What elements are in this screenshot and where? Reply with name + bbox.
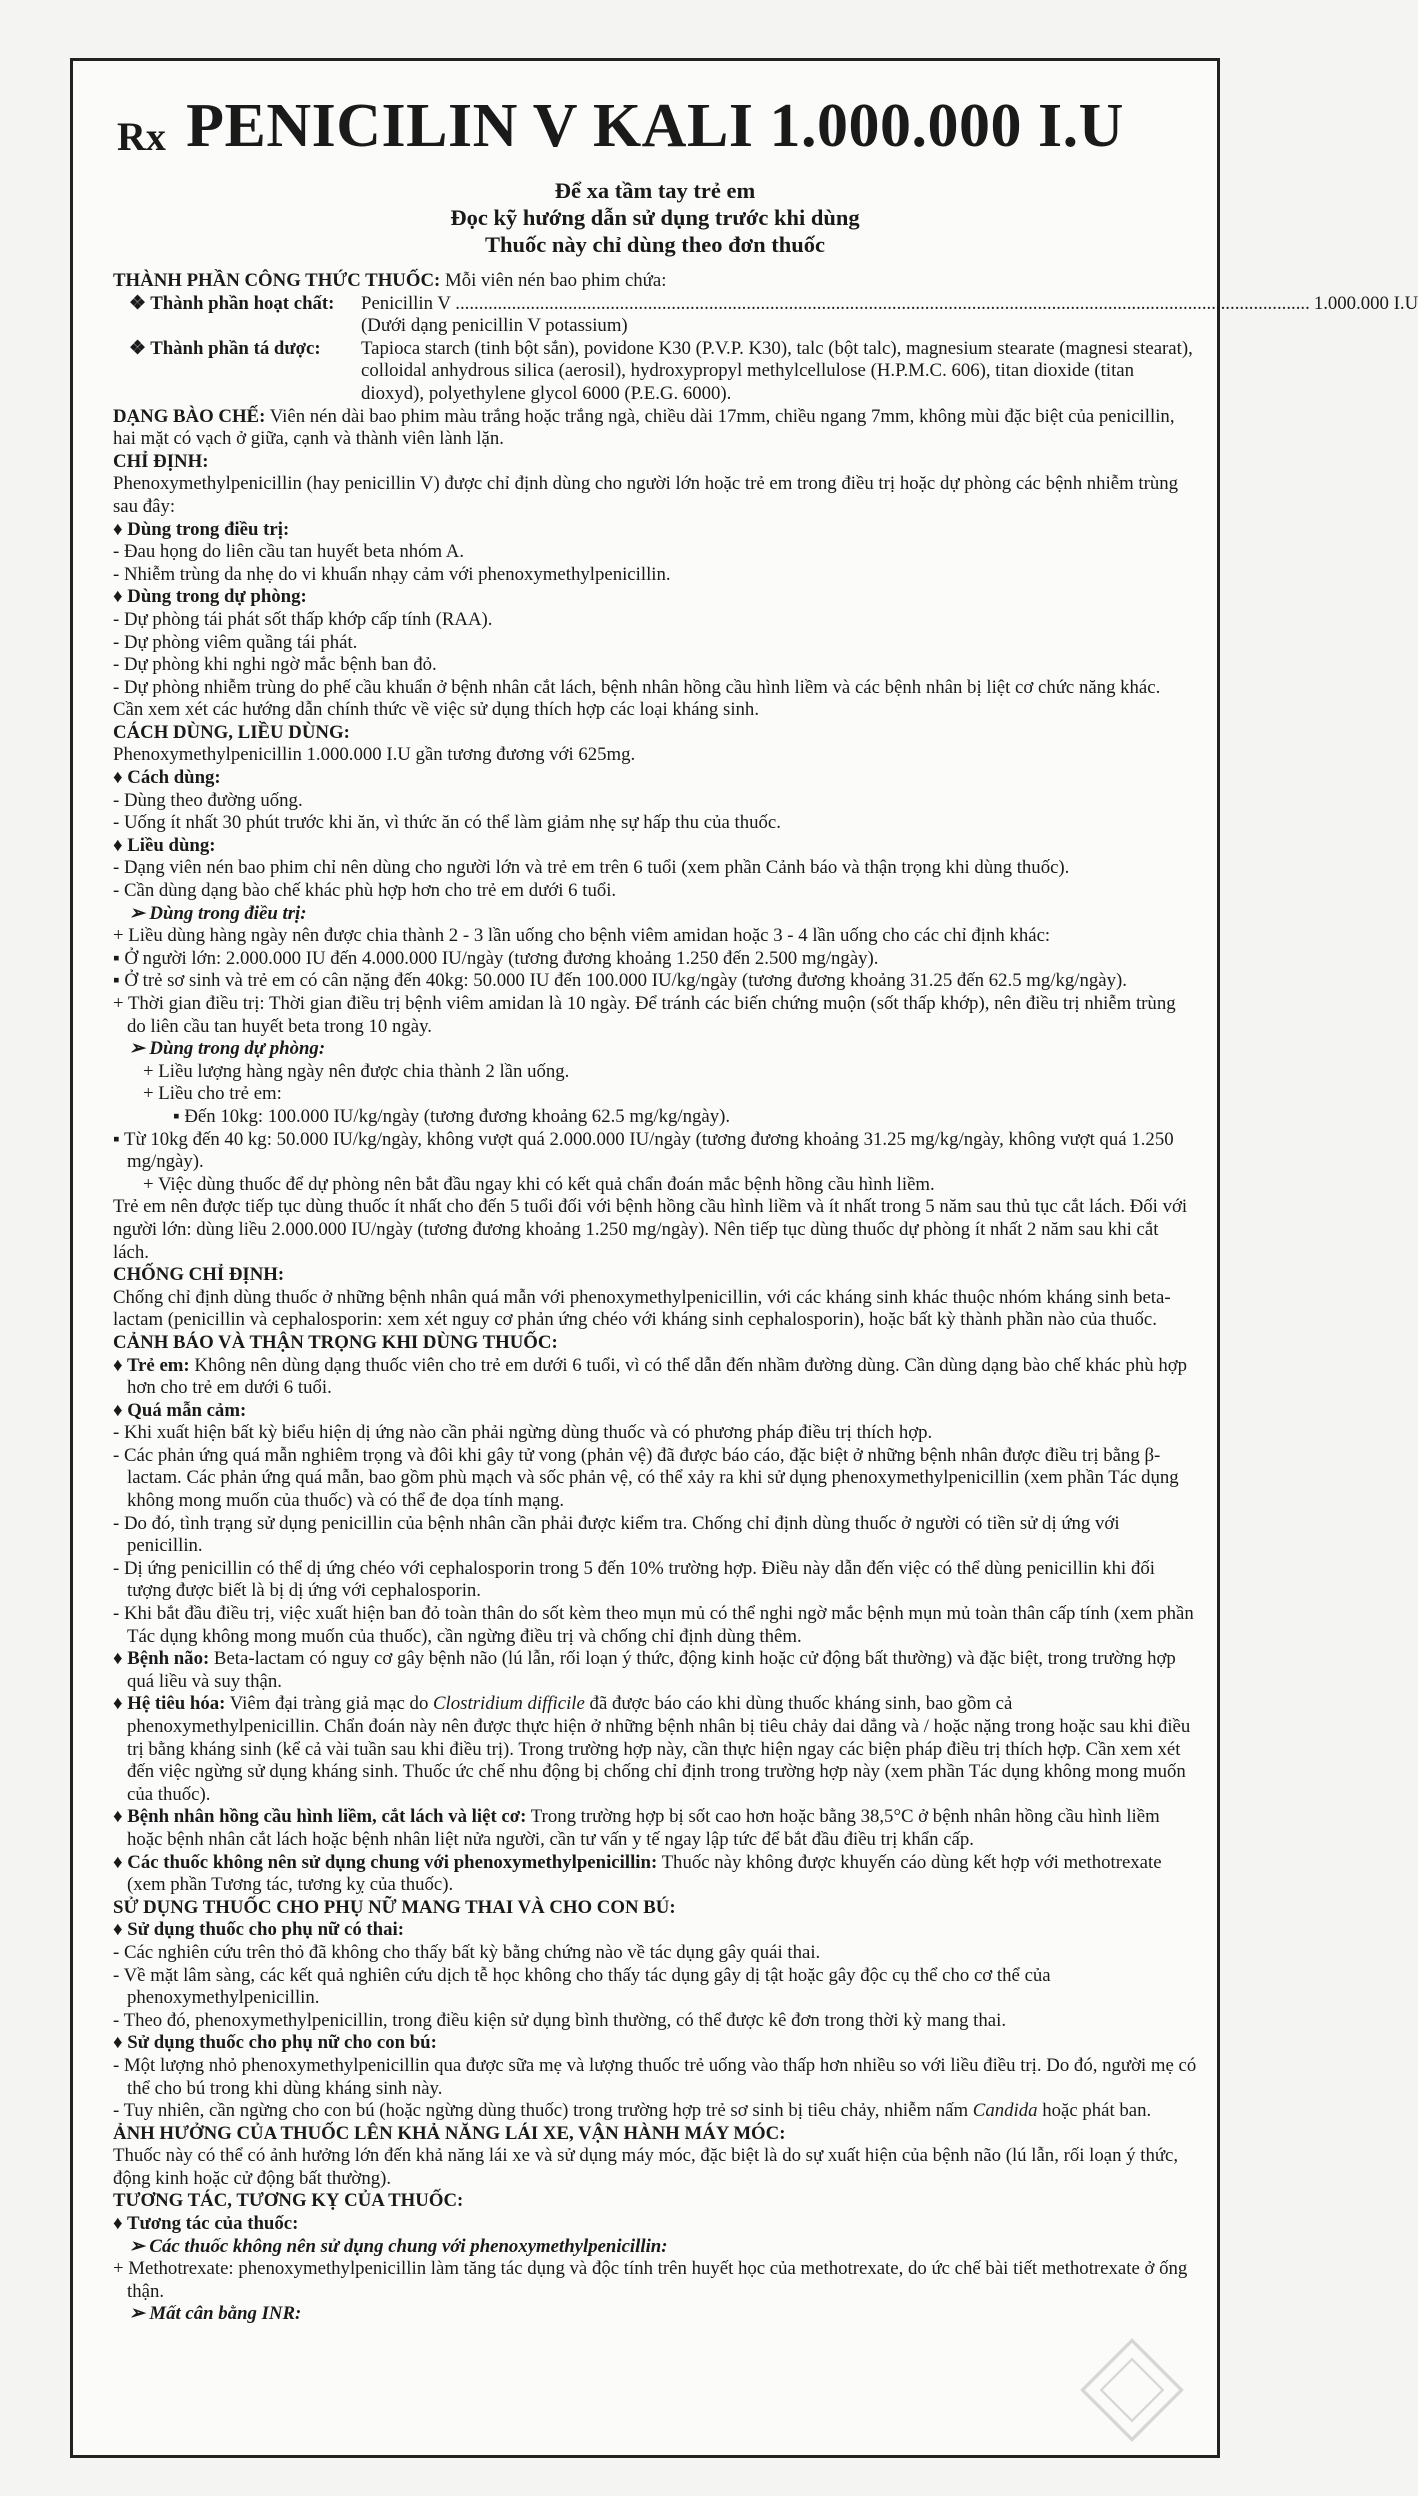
dose-treatment-subheading: ➢ Dùng trong điều trị:	[129, 902, 307, 924]
warning-subtitles	[113, 177, 1197, 258]
excipient-text: Tapioca starch (tinh bột sắn), povidone K30 (P.V.P. K30), talc (bột talc), magnesium stearate (magnesi stearat), colloidal anhydrous silica (aerosil), hydroxypropyl methylcellulose (H.P.M.C. 606), titan dioxide (titan dioxyd), polyethylene glycol 6000 (P.E.G. 6000).	[361, 337, 1193, 404]
list-item: - Uống ít nhất 30 phút trước khi ăn, vì thức ăn có thể làm giảm nhẹ sự hấp thu của thuốc.	[113, 812, 781, 834]
list-item: ▪ Từ 10kg đến 40 kg: 50.000 IU/kg/ngày, không vượt quá 2.000.000 IU/ngày (tương đương khoảng 31.25 mg/kg/ngày, không vượt quá 1.250 mg/ngày).	[113, 1128, 1174, 1173]
indications-intro: Phenoxymethylpenicillin (hay penicillin V) được chỉ định dùng cho người lớn hoặc trẻ em trong điều trị hoặc dự phòng các bệnh nhiễm trùng sau đây:	[113, 473, 1179, 517]
list-item: - Tuy nhiên, cần ngừng cho con bú (hoặc ngừng dùng thuốc) trong trường hợp trẻ sơ sinh bị tiêu chảy, nhiễm nấm Candida hoặc phát ban.	[113, 2100, 1152, 2122]
list-item: - Theo đó, phenoxymethylpenicillin, trong điều kiện sử dụng bình thường, có thể được kê đơn trong thời kỳ mang thai.	[113, 2009, 1007, 2031]
list-item: - Nhiễm trùng da nhẹ do vi khuẩn nhạy cảm với phenoxymethylpenicillin.	[113, 563, 671, 585]
subtitle-line: Để xa tầm tay trẻ em	[554, 178, 756, 203]
list-item: + Thời gian điều trị: Thời gian điều trị bệnh viêm amidan là 10 ngày. Để tránh các biến chứng muộn (sốt thấp khớp), nên điều trị nhiễm trùng do liên cầu tan huyết beta trong 10 ngày.	[113, 993, 1176, 1037]
indications-note: Cần xem xét các hướng dẫn chính thức về việc sử dụng thích hợp các loại kháng sinh.	[113, 699, 760, 721]
insert-body	[113, 270, 1418, 2326]
warnings-heading: CẢNH BÁO VÀ THẬN TRỌNG KHI DÙNG THUỐC:	[113, 1331, 558, 1353]
interactions-heading: TƯƠNG TÁC, TƯƠNG KỴ CỦA THUỐC:	[113, 2190, 464, 2212]
pregnancy-heading: SỬ DỤNG THUỐC CHO PHỤ NỮ MANG THAI VÀ CHO CON BÚ:	[113, 1896, 676, 1918]
hypersensitivity-subheading: ♦ Quá mẫn cảm:	[113, 1399, 247, 1421]
indications-heading: CHỈ ĐỊNH:	[113, 450, 209, 472]
list-item: - Các nghiên cứu trên thỏ đã không cho thấy bất kỳ bằng chứng nào về tác dụng gây quái thai.	[113, 1941, 821, 1963]
list-item: - Đau họng do liên cầu tan huyết beta nhóm A.	[113, 541, 465, 563]
list-item: - Dạng viên nén bao phim chỉ nên dùng cho người lớn và trẻ em trên 6 tuổi (xem phần Cảnh báo và thận trọng khi dùng thuốc).	[113, 857, 1070, 879]
list-item: + Liều cho trẻ em:	[143, 1083, 282, 1105]
drug-title: PENICILIN V KALI 1.000.000 I.U	[186, 92, 1124, 160]
dosage-equivalence: Phenoxymethylpenicillin 1.000.000 I.U gần tương đương với 625mg.	[113, 744, 636, 766]
inr-subheading: ➢ Mất cân bằng INR:	[129, 2303, 302, 2325]
active-ingredient-name: Penicillin V	[361, 292, 456, 314]
list-item: ▪ Ở trẻ sơ sinh và trẻ em có cân nặng đến 40kg: 50.000 IU đến 100.000 IU/kg/ngày (tương đương khoảng 31.25 đến 62.5 mg/kg/ngày).	[113, 970, 1127, 992]
list-item: + Liều lượng hàng ngày nên được chia thành 2 lần uống.	[143, 1060, 570, 1082]
driving-text: Thuốc này có thể có ảnh hưởng lớn đến khả năng lái xe và sử dụng máy móc, đặc biệt là do sự xuất hiện của bệnh não (lú lẫn, rối loạn ý thức, động kinh hoặc cử động bất thường).	[113, 2145, 1179, 2189]
dosage-heading: CÁCH DÙNG, LIỀU DÙNG:	[113, 721, 350, 743]
list-item: - Do đó, tình trạng sử dụng penicillin của bệnh nhân cần phải được kiểm tra. Chống chỉ định dùng thuốc ở người có tiền sử dị ứng với penicillin.	[113, 1512, 1120, 1557]
active-ingredient-label: ❖ Thành phần hoạt chất:	[129, 292, 335, 314]
list-item: - Khi xuất hiện bất kỳ biểu hiện dị ứng nào cần phải ngừng dùng thuốc và có phương pháp điều trị thích hợp.	[113, 1422, 933, 1444]
list-item: - Cần dùng dạng bào chế khác phù hợp hơn cho trẻ em dưới 6 tuổi.	[113, 880, 617, 902]
list-item: + Liều dùng hàng ngày nên được chia thành 2 - 3 lần uống cho bệnh viêm amidan hoặc 3 - 4 lần uống cho các chỉ định khác:	[113, 925, 1051, 947]
list-item: - Dùng theo đường uống.	[113, 789, 303, 811]
active-ingredient-row: ❖ Thành phần hoạt chất: Penicillin V ...................................................................................................................................................................................... 1.000.000 I.U (Dưới dạng penicillin V potassium)	[129, 292, 1418, 337]
driving-heading: ẢNH HƯỞNG CỦA THUỐC LÊN KHẢ NĂNG LÁI XE, VẬN HÀNH MÁY MÓC:	[113, 2122, 786, 2144]
excipient-row	[113, 338, 1197, 406]
interactions-avoid-subheading: ➢ Các thuốc không nên sử dụng chung với phenoxymethylpenicillin:	[129, 2235, 668, 2257]
list-item: - Dự phòng tái phát sốt thấp khớp cấp tính (RAA).	[113, 608, 493, 630]
list-item: - Khi bắt đầu điều trị, việc xuất hiện ban đỏ toàn thân do sốt kèm theo mụn mủ có thể nghi ngờ mắc bệnh mụn mủ toàn thân cấp tính (xem phần Tác dụng không mong muốn của thuốc), cần ngừng điều trị và chống chỉ định dùng thêm.	[113, 1603, 1194, 1647]
contraindications-heading: CHỐNG CHỈ ĐỊNH:	[113, 1264, 285, 1286]
warning-children: ♦ Trẻ em: Không nên dùng dạng thuốc viên cho trẻ em dưới 6 tuổi, vì có thể dẫn đến nhầm đường dùng. Cần dùng dạng bào chế khác phù hợp hơn cho trẻ em dưới 6 tuổi.	[113, 1354, 1188, 1399]
faint-stamp-logo	[1077, 2335, 1187, 2445]
excipient-label: ❖ Thành phần tá dược:	[129, 337, 321, 359]
administration-subheading: ♦ Cách dùng:	[113, 767, 221, 789]
subtitle-line: Đọc kỹ hướng dẫn sử dụng trước khi dùng	[450, 205, 860, 230]
interactions-subheading: ♦ Tương tác của thuốc:	[113, 2213, 299, 2235]
dosage-tail: Trẻ em nên được tiếp tục dùng thuốc ít nhất cho đến 5 tuổi đối với bệnh hồng cầu hình liềm và ít nhất trong 5 năm sau thủ tục cắt lách. Đối với người lớn: dùng liều 2.000.000 IU/ngày (tương đương khoảng 1.250 mg/ngày). Nên tiếp tục dùng thuốc dự phòng ít nhất 2 năm sau khi cắt lách.	[113, 1196, 1188, 1263]
subtitle-line: Thuốc này chỉ dùng theo đơn thuốc	[484, 232, 826, 257]
list-item: - Dự phòng khi nghi ngờ mắc bệnh ban đỏ.	[113, 654, 437, 676]
contraindications-text: Chống chỉ định dùng thuốc ở những bệnh nhân quá mẫn với phenoxymethylpenicillin, với các kháng sinh khác thuộc nhóm kháng sinh beta-lactam (penicillin và cephalosporin: xem xét nguy cơ phản ứng chéo với kháng sinh cephalosporin), hoặc bất kỳ thành phần nào của thuốc.	[113, 1286, 1171, 1331]
composition-heading: THÀNH PHẦN CÔNG THỨC THUỐC: Mỗi viên nén bao phim chứa:	[113, 270, 667, 291]
treatment-subheading: ♦ Dùng trong điều trị:	[113, 518, 290, 540]
pregnancy-subheading: ♦ Sử dụng thuốc cho phụ nữ có thai:	[113, 1919, 404, 1941]
list-item: ▪ Đến 10kg: 100.000 IU/kg/ngày (tương đương khoảng 62.5 mg/kg/ngày).	[173, 1105, 731, 1127]
lactation-subheading: ♦ Sử dụng thuốc cho phụ nữ cho con bú:	[113, 2032, 437, 2054]
dose-prevention-subheading: ➢ Dùng trong dự phòng:	[129, 1038, 326, 1060]
list-item: - Dị ứng penicillin có thể dị ứng chéo với cephalosporin trong 5 đến 10% trường hợp. Điều này dẫn đến việc có thể dùng penicillin khi đối tượng được biết là bị dị ứng với cephalosporin.	[113, 1557, 1155, 1602]
title-bar	[113, 91, 1197, 177]
dose-subheading: ♦ Liều dùng:	[113, 834, 216, 856]
list-item: - Các phản ứng quá mẫn nghiêm trọng và đôi khi gây tử vong (phản vệ) đã được báo cáo, đặc biệt ở những bệnh nhân được điều trị bằng β-lactam. Các phản ứng quá mẫn, bao gồm phù mạch và sốc phản vệ, có thể xảy ra khi sử dụng phenoxymethylpenicillin (xem phần Tác dụng không mong muốn của thuốc) và có thể đe dọa tính mạng.	[113, 1444, 1179, 1512]
package-insert-sheet	[70, 58, 1418, 2458]
list-item: - Về mặt lâm sàng, các kết quả nghiên cứu dịch tễ học không cho thấy tác dụng gây dị tật hoặc gây độc cụ thể cho cơ thể của phenoxymethylpenicillin.	[113, 1964, 1051, 2009]
warning-methotrexate: ♦ Các thuốc không nên sử dụng chung với phenoxymethylpenicillin: Thuốc này không được khuyến cáo dùng kết hợp với methotrexate (xem phần Tương tác, tương kỵ của thuốc).	[113, 1851, 1162, 1896]
dosage-form-section: DẠNG BÀO CHẾ: Viên nén dài bao phim màu trắng hoặc trắng ngà, chiều dài 17mm, chiều ngang 7mm, không mùi đặc biệt của penicillin, hai mặt có vạch ở giữa, cạnh và thành viên lành lặn.	[113, 405, 1175, 450]
rx-symbol: Rx	[117, 114, 166, 159]
list-item: ▪ Ở người lớn: 2.000.000 IU đến 4.000.000 IU/ngày (tương đương khoảng 1.250 đến 2.500 mg/ngày).	[113, 947, 879, 969]
warning-sickle-cell: ♦ Bệnh nhân hồng cầu hình liềm, cắt lách và liệt cơ: Trong trường hợp bị sốt cao hơn hoặc bằng 38,5°C ở bệnh nhân hồng cầu hình liềm hoặc bệnh nhân cắt lách hoặc bệnh nhân liệt nửa người, cần tư vấn y tế ngay lập tức để bắt đầu điều trị khẩn cấp.	[113, 1806, 1160, 1850]
prevention-subheading: ♦ Dùng trong dự phòng:	[113, 586, 307, 608]
list-item: - Một lượng nhỏ phenoxymethylpenicillin qua được sữa mẹ và lượng thuốc trẻ uống vào thấp hơn nhiều so với liều điều trị. Do đó, người mẹ có thể cho bú trong khi dùng kháng sinh này.	[113, 2054, 1197, 2099]
list-item: - Dự phòng viêm quầng tái phát.	[113, 631, 358, 653]
list-item: - Dự phòng nhiễm trùng do phế cầu khuẩn ở bệnh nhân cắt lách, bệnh nhân hồng cầu hình liềm và các bệnh nhân bị liệt cơ chức năng khác.	[113, 676, 1161, 698]
warning-digestive: ♦ Hệ tiêu hóa: Viêm đại tràng giả mạc do Clostridium difficile đã được báo cáo khi dùng thuốc kháng sinh, bao gồm cả phenoxymethylpenicillin. Chẩn đoán này nên được thực hiện ở những bệnh nhân bị tiêu chảy dai dẳng và / hoặc nặng trong hoặc sau khi điều trị bằng kháng sinh (kể cả vài tuần sau khi điều trị). Trong trường hợp này, cần thực hiện ngay các biện pháp điều trị thích hợp. Cần xem xét đến việc ngừng sử dụng kháng sinh. Thuốc ức chế nhu động bị chống chỉ định trong trường hợp này (xem phần Tác dụng không mong muốn của thuốc).	[113, 1693, 1191, 1805]
active-ingredient-amount: 1.000.000 I.U	[1313, 292, 1418, 314]
list-item: + Việc dùng thuốc để dự phòng nên bắt đầu ngay khi có kết quả chẩn đoán mắc bệnh hồng cầu hình liềm.	[143, 1173, 935, 1195]
active-ingredient-note: (Dưới dạng penicillin V potassium)	[361, 315, 628, 337]
list-item: + Methotrexate: phenoxymethylpenicillin làm tăng tác dụng và độc tính trên huyết học của methotrexate, do ức chế bài tiết methotrexate ở ống thận.	[113, 2258, 1188, 2302]
warning-encephalopathy: ♦ Bệnh não: Beta-lactam có nguy cơ gây bệnh não (lú lẫn, rối loạn ý thức, động kinh hoặc cử động bất thường) và đặc biệt, trong trường hợp quá liều và suy thận.	[113, 1648, 1176, 1692]
